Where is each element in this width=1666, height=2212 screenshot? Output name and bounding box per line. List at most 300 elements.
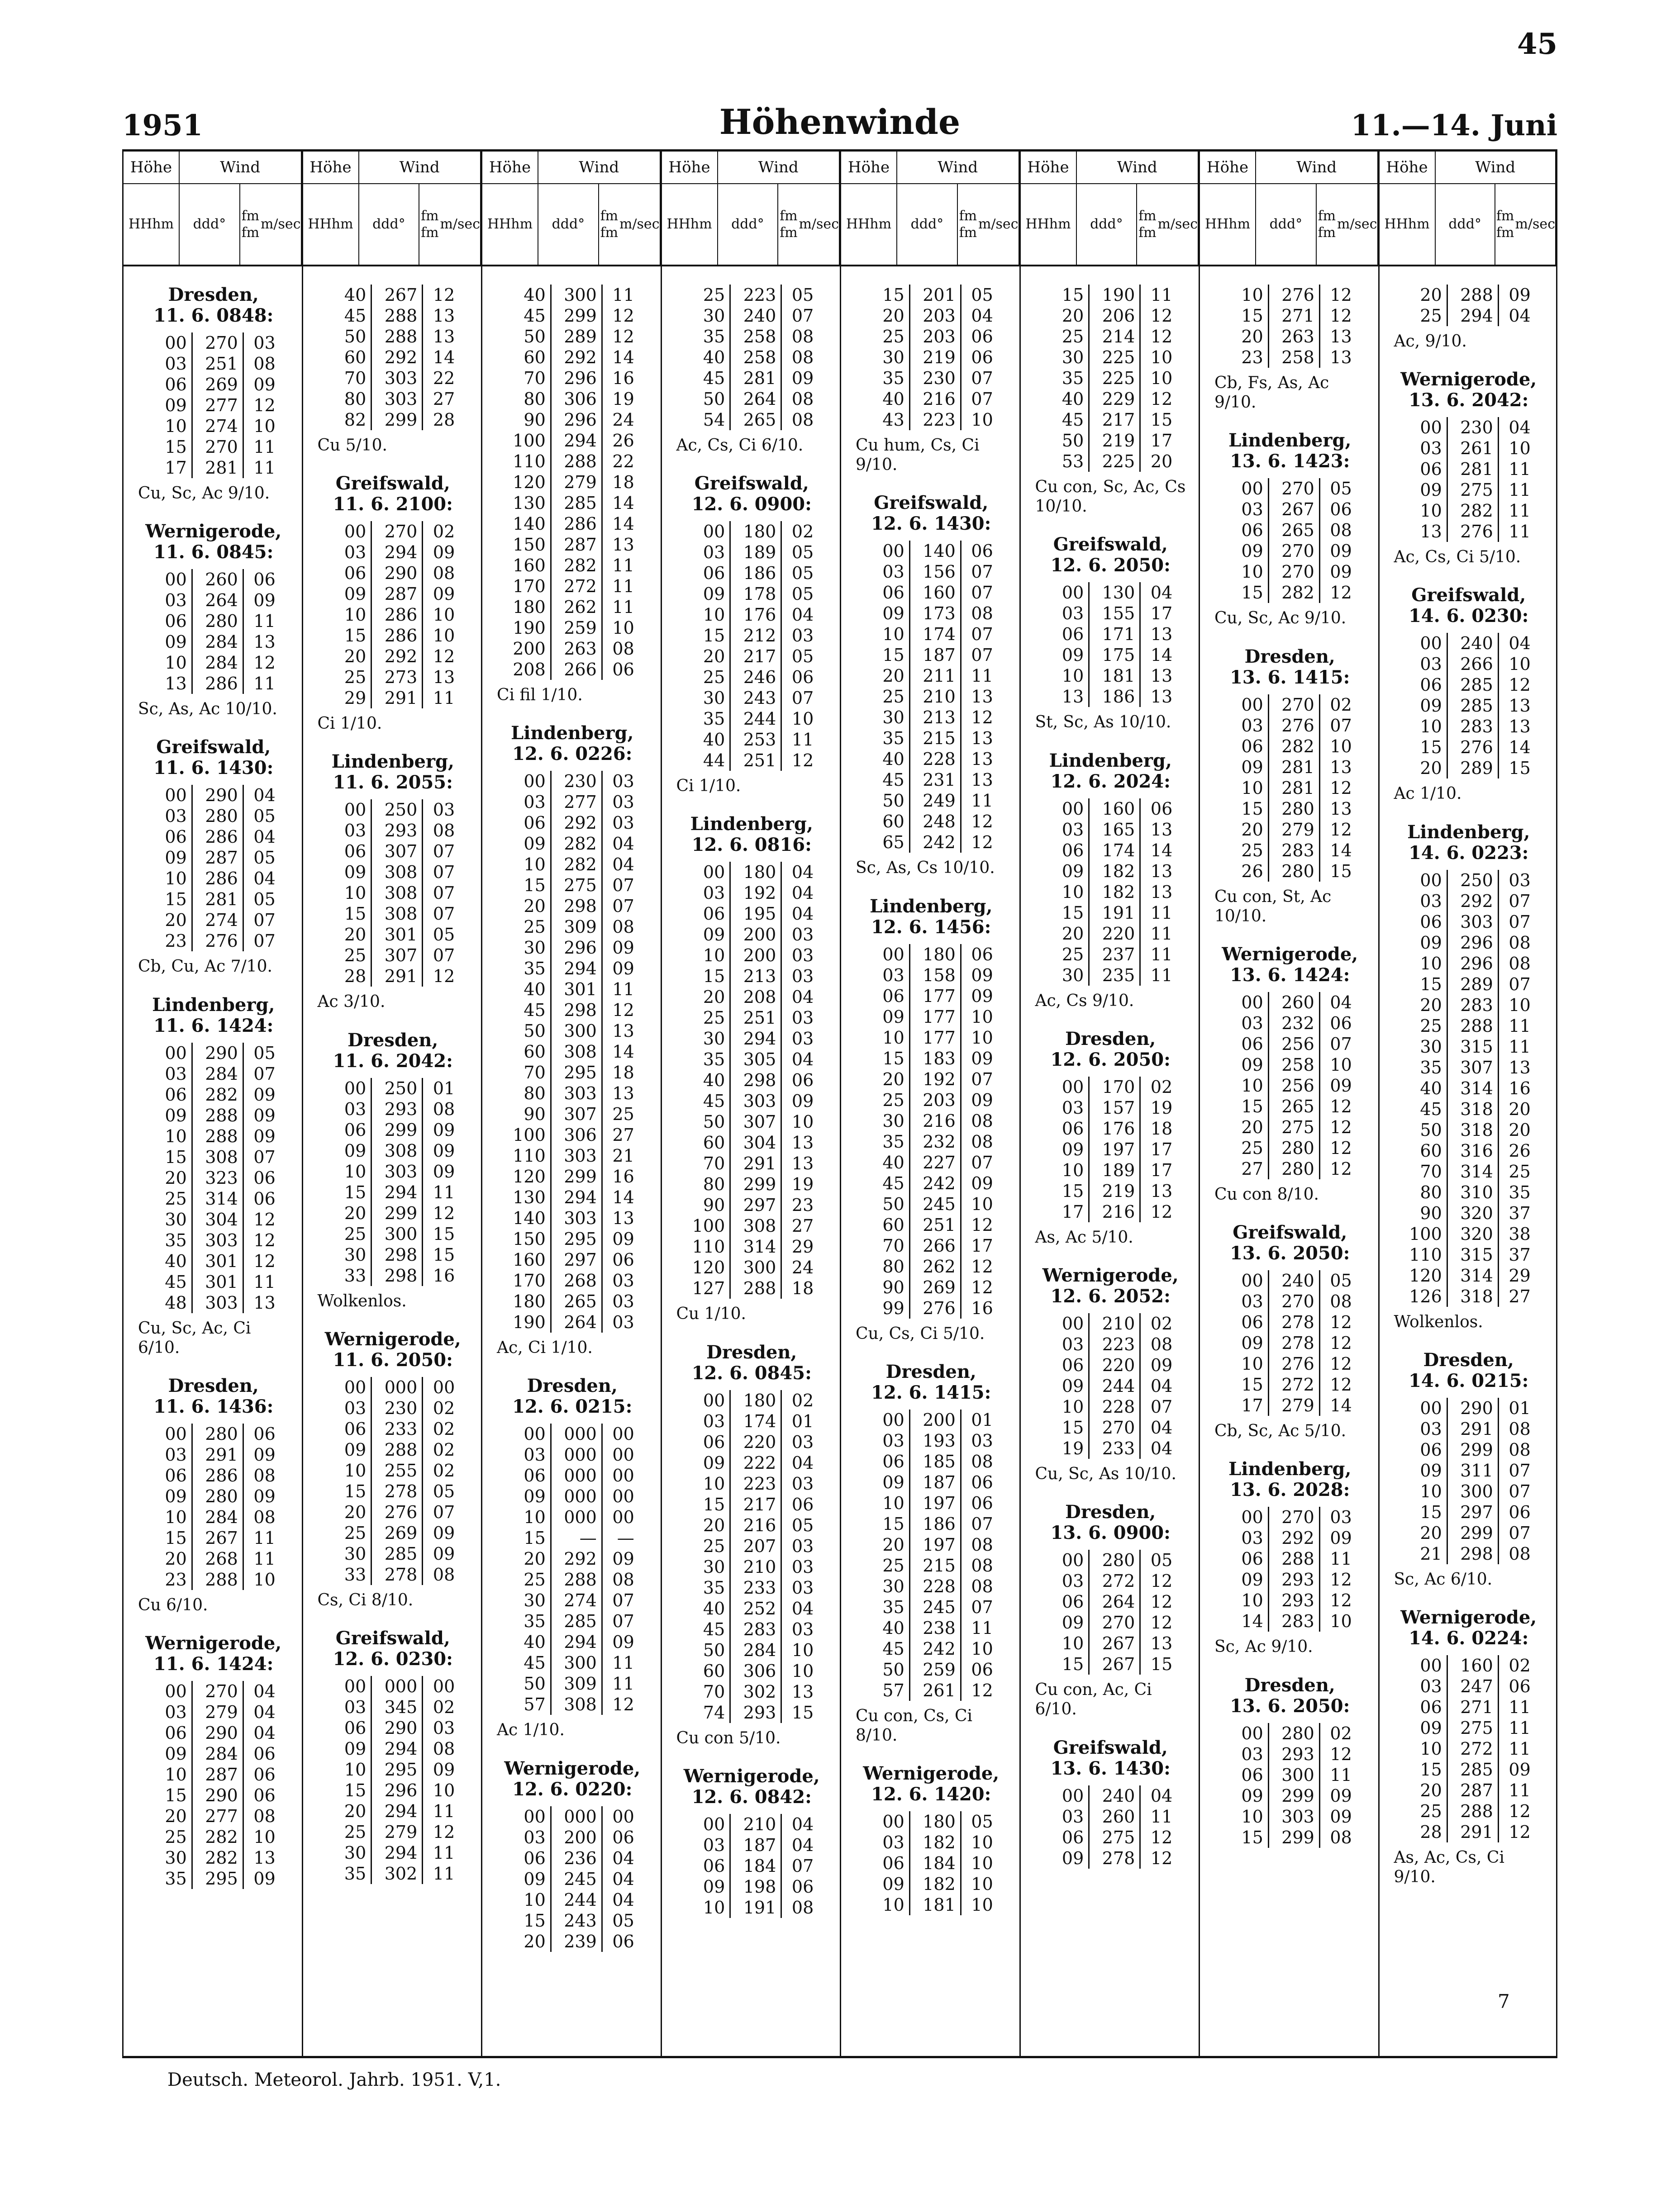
speed-cell: 13 xyxy=(791,1153,814,1174)
speed-cell: 13 xyxy=(253,1292,276,1313)
direction-cell: 256 xyxy=(1268,1034,1319,1054)
direction-cell: 277 xyxy=(551,792,602,812)
station-date: 11. 6. 2055: xyxy=(333,772,453,793)
table-row xyxy=(506,958,639,979)
header-hoehe: Höhe xyxy=(124,152,179,184)
speed-cell: 09 xyxy=(253,1105,276,1125)
speed-cell: 09 xyxy=(1330,1075,1352,1096)
height-cell: 19 xyxy=(1044,1438,1089,1459)
cloud-note: Cu, Sc, Ac 9/10. xyxy=(1214,609,1347,628)
height-cell: 03 xyxy=(1223,1744,1269,1765)
speed-cell: 09 xyxy=(433,1161,455,1182)
observation-table xyxy=(506,1806,639,1952)
direction-cell: 260 xyxy=(192,569,243,590)
direction-cell: 290 xyxy=(192,1785,243,1806)
direction-cell: 275 xyxy=(1447,1718,1498,1738)
table-row xyxy=(1402,633,1535,654)
height-cell: 82 xyxy=(326,409,371,430)
table-row xyxy=(1044,665,1177,686)
height-cell: 06 xyxy=(1223,1034,1269,1054)
speed-cell: 04 xyxy=(1150,1417,1173,1438)
header-ddd: ddd ° xyxy=(1436,184,1495,265)
station-block xyxy=(135,521,292,719)
speed-cell: 12 xyxy=(1509,1822,1531,1842)
direction-cell: 293 xyxy=(371,820,423,841)
height-cell: 20 xyxy=(1223,326,1269,347)
height-cell: 03 xyxy=(147,1063,192,1084)
height-cell: 03 xyxy=(1223,1013,1269,1034)
table-row xyxy=(1402,1780,1535,1801)
height-cell: 15 xyxy=(1402,1759,1447,1780)
direction-cell: 192 xyxy=(730,883,781,903)
direction-cell: 290 xyxy=(371,563,423,584)
direction-cell: 000 xyxy=(551,1465,602,1486)
height-cell: 00 xyxy=(1223,992,1269,1013)
table-row xyxy=(147,910,280,930)
height-cell: 00 xyxy=(326,799,371,820)
table-row xyxy=(147,1486,280,1507)
table-row xyxy=(1402,1759,1535,1780)
height-cell: 09 xyxy=(865,603,910,624)
speed-cell: 06 xyxy=(612,1931,634,1951)
direction-cell: 000 xyxy=(371,1676,423,1697)
station-date: 13. 6. 2050: xyxy=(1230,1695,1350,1717)
table-row xyxy=(1402,459,1535,479)
height-cell: 50 xyxy=(685,389,730,409)
speed-cell: 12 xyxy=(433,1203,455,1223)
speed-cell: 12 xyxy=(1150,1827,1173,1847)
speed-cell: 04 xyxy=(1330,992,1352,1012)
station-block xyxy=(853,285,1009,475)
table-row xyxy=(326,584,459,604)
header-hh: HH hm xyxy=(128,216,174,233)
direction-cell: 279 xyxy=(1268,1395,1319,1416)
direction-cell: 195 xyxy=(730,903,781,924)
speed-cell: 10 xyxy=(791,1640,814,1660)
height-cell: 48 xyxy=(147,1292,192,1313)
direction-cell: 213 xyxy=(909,707,961,728)
direction-cell: 270 xyxy=(371,521,423,542)
height-cell: 30 xyxy=(865,347,910,368)
direction-cell: 262 xyxy=(909,1256,961,1277)
station-date: 11. 6. 1436: xyxy=(153,1396,274,1417)
direction-cell: 303 xyxy=(1447,911,1498,932)
table-row xyxy=(147,1147,280,1168)
column-header xyxy=(1021,152,1199,266)
direction-cell: 214 xyxy=(1089,326,1140,347)
height-cell: 03 xyxy=(326,542,371,563)
direction-cell: 318 xyxy=(1447,1286,1498,1307)
table-row xyxy=(1402,911,1535,932)
table-row xyxy=(326,1822,459,1842)
direction-cell: 203 xyxy=(909,326,961,347)
height-cell: 03 xyxy=(1223,499,1269,520)
direction-cell: 301 xyxy=(192,1272,243,1292)
direction-cell: 293 xyxy=(1268,1744,1319,1765)
station-date: 13. 6. 1415: xyxy=(1230,666,1350,688)
speed-cell: 09 xyxy=(253,1869,276,1889)
station-block xyxy=(674,1342,830,1748)
direction-cell: 177 xyxy=(909,1027,961,1048)
station-name: Lindenberg, xyxy=(870,895,993,917)
height-cell: 10 xyxy=(326,604,371,625)
observation-table xyxy=(506,285,639,680)
direction-cell: 270 xyxy=(192,332,243,353)
direction-cell: 228 xyxy=(909,1576,961,1597)
direction-cell: 264 xyxy=(192,590,243,611)
direction-cell: 270 xyxy=(1268,1291,1319,1312)
direction-cell: 291 xyxy=(1447,1822,1498,1842)
height-cell: 70 xyxy=(326,368,371,389)
direction-cell: 296 xyxy=(551,937,602,958)
header-ddd: ddd ° xyxy=(538,184,599,265)
speed-cell: 07 xyxy=(253,931,276,951)
station-date: 12. 6. 0220: xyxy=(512,1778,633,1800)
table-row xyxy=(506,1673,639,1694)
table-row xyxy=(147,847,280,868)
station-name: Dresden, xyxy=(1423,1349,1514,1371)
speed-cell: 07 xyxy=(971,624,993,645)
table-row xyxy=(1223,1395,1357,1416)
observation-table xyxy=(147,1043,280,1313)
speed-cell: 04 xyxy=(791,904,814,924)
height-cell: 15 xyxy=(326,1780,371,1801)
observation-table xyxy=(1402,870,1535,1307)
direction-cell: 281 xyxy=(192,457,243,478)
height-cell: 10 xyxy=(147,1126,192,1147)
height-cell: 28 xyxy=(326,966,371,987)
height-cell: 15 xyxy=(147,1147,192,1168)
station-block xyxy=(315,751,471,1011)
direction-cell: 237 xyxy=(1089,944,1140,965)
direction-cell: 276 xyxy=(192,930,243,951)
direction-cell: 217 xyxy=(1089,409,1140,430)
direction-cell: 216 xyxy=(909,1111,961,1131)
direction-cell: 291 xyxy=(192,1444,243,1465)
table-row xyxy=(326,1502,459,1523)
table-row xyxy=(326,542,459,563)
speed-cell: 03 xyxy=(253,333,276,353)
direction-cell: 174 xyxy=(730,1411,781,1432)
direction-cell: 223 xyxy=(730,285,781,305)
station-name: Wernigerode, xyxy=(863,1763,1000,1785)
height-cell: 06 xyxy=(1223,520,1269,541)
station-name: Dresden, xyxy=(347,1029,438,1051)
speed-cell: 02 xyxy=(1330,694,1352,715)
direction-cell: 270 xyxy=(1268,694,1319,715)
direction-cell: 280 xyxy=(192,1424,243,1444)
station-date: 12. 6. 0842: xyxy=(691,1786,812,1808)
observation-table xyxy=(326,1078,459,1286)
table-row xyxy=(326,1203,459,1224)
station-block xyxy=(135,1633,292,1889)
speed-cell: 05 xyxy=(1150,1550,1173,1571)
speed-cell: 07 xyxy=(612,896,634,916)
cloud-note: Cu con, Sc, Ac, Cs 10/10. xyxy=(1035,478,1186,516)
height-cell: 10 xyxy=(1223,285,1269,305)
station-block xyxy=(135,1376,292,1615)
table-row xyxy=(1223,736,1357,757)
height-cell: 10 xyxy=(147,868,192,889)
speed-cell: 09 xyxy=(1509,285,1531,305)
speed-cell: 35 xyxy=(1509,1182,1531,1202)
height-cell: 180 xyxy=(506,597,551,617)
table-row xyxy=(865,1451,998,1472)
observation-table xyxy=(1223,694,1357,882)
speed-cell: 25 xyxy=(612,1104,634,1125)
direction-cell: 290 xyxy=(192,1723,243,1743)
speed-cell: 12 xyxy=(791,750,814,771)
station-block xyxy=(315,1030,471,1311)
speed-cell: 12 xyxy=(971,1680,993,1700)
height-cell: 03 xyxy=(1402,1419,1447,1439)
height-cell: 15 xyxy=(865,645,910,665)
table-row xyxy=(1223,757,1357,778)
table-row xyxy=(326,820,459,841)
height-cell: 09 xyxy=(1044,1848,1089,1869)
table-row xyxy=(865,790,998,811)
direction-cell: 287 xyxy=(192,1764,243,1785)
table-row xyxy=(1223,1013,1357,1034)
height-cell: 00 xyxy=(1402,1655,1447,1676)
height-cell: 00 xyxy=(1044,582,1089,603)
direction-cell: 298 xyxy=(371,1265,423,1286)
speed-cell: 09 xyxy=(612,1632,634,1652)
direction-cell: 299 xyxy=(1447,1439,1498,1460)
table-row xyxy=(147,1105,280,1126)
table-row xyxy=(865,1680,998,1701)
table-row xyxy=(506,1869,639,1889)
height-cell: 00 xyxy=(1223,1270,1269,1291)
cloud-note: Ac, Cs, Ci 6/10. xyxy=(676,436,804,455)
height-cell: 03 xyxy=(326,1099,371,1120)
direction-cell: 288 xyxy=(192,1126,243,1147)
direction-cell: 300 xyxy=(730,1257,781,1278)
direction-cell: 180 xyxy=(730,862,781,883)
height-cell: 09 xyxy=(1044,1612,1089,1633)
speed-cell: 09 xyxy=(1330,1806,1352,1827)
table-row xyxy=(1044,1827,1177,1848)
table-column xyxy=(1199,152,1378,2056)
height-cell: 25 xyxy=(685,1536,730,1557)
height-cell: 35 xyxy=(326,1863,371,1884)
height-cell: 09 xyxy=(147,847,192,868)
direction-cell: 294 xyxy=(551,430,602,451)
table-row xyxy=(1044,1550,1177,1571)
speed-cell: 11 xyxy=(791,730,814,750)
speed-cell: 15 xyxy=(433,1244,455,1265)
direction-cell: 278 xyxy=(1268,1333,1319,1353)
table-row xyxy=(1044,1313,1177,1334)
speed-cell: 07 xyxy=(1330,715,1352,736)
direction-cell: 315 xyxy=(1447,1244,1498,1265)
direction-cell: 299 xyxy=(371,409,423,430)
height-cell: 03 xyxy=(147,353,192,374)
speed-cell: 13 xyxy=(612,1208,634,1229)
table-row xyxy=(865,645,998,665)
table-row xyxy=(506,638,639,659)
direction-cell: 291 xyxy=(1447,1419,1498,1439)
speed-cell: 12 xyxy=(1150,327,1173,347)
table-row xyxy=(1223,1611,1357,1632)
height-cell: 20 xyxy=(1402,1780,1447,1801)
direction-cell: 306 xyxy=(551,389,602,409)
speed-cell: 09 xyxy=(1509,1759,1531,1780)
height-cell: 10 xyxy=(1402,953,1447,974)
speed-cell: 08 xyxy=(433,821,455,841)
direction-cell: 299 xyxy=(551,305,602,326)
height-cell: 09 xyxy=(1044,1139,1089,1160)
speed-cell: 04 xyxy=(612,854,634,875)
height-cell: 09 xyxy=(1223,1785,1269,1806)
station-block xyxy=(135,737,292,976)
cloud-note: Cu con, St, Ac 10/10. xyxy=(1214,887,1332,926)
speed-cell: 08 xyxy=(1330,520,1352,541)
speed-cell: 18 xyxy=(1150,1118,1173,1139)
direction-cell: 270 xyxy=(1268,541,1319,561)
table-row xyxy=(1402,870,1535,891)
height-cell: 50 xyxy=(506,1021,551,1041)
height-cell: 15 xyxy=(1402,737,1447,758)
height-cell: 25 xyxy=(865,1555,910,1576)
table-row xyxy=(1402,674,1535,695)
table-row xyxy=(1223,1096,1357,1117)
speed-cell: 12 xyxy=(433,646,455,667)
height-cell: 45 xyxy=(685,368,730,389)
table-row xyxy=(685,708,818,729)
table-row xyxy=(1402,891,1535,911)
table-row xyxy=(685,1814,818,1835)
table-row xyxy=(147,611,280,631)
speed-cell: 18 xyxy=(791,1278,814,1299)
height-cell: 25 xyxy=(1044,944,1089,965)
speed-cell: 09 xyxy=(433,1759,455,1780)
height-cell: 10 xyxy=(1044,882,1089,902)
height-cell: 10 xyxy=(1223,561,1269,582)
direction-cell: 191 xyxy=(1089,902,1140,923)
table-row xyxy=(326,1419,459,1439)
station-name: Greifswald, xyxy=(694,473,809,494)
height-cell: 10 xyxy=(685,1897,730,1918)
direction-cell: 297 xyxy=(730,1195,781,1215)
speed-cell: 05 xyxy=(791,1515,814,1535)
table-row xyxy=(506,1083,639,1104)
speed-cell: 03 xyxy=(1330,1507,1352,1528)
height-cell: 09 xyxy=(865,1874,910,1894)
speed-cell: 03 xyxy=(791,945,814,966)
direction-cell: 130 xyxy=(1089,582,1140,603)
table-row xyxy=(865,1131,998,1152)
speed-cell: 05 xyxy=(253,1043,276,1063)
height-cell: 20 xyxy=(1223,819,1269,840)
station-date: 12. 6. 1430: xyxy=(871,513,991,535)
table-row xyxy=(506,1590,639,1611)
height-cell: 15 xyxy=(1044,1417,1089,1438)
speed-cell: 09 xyxy=(971,1173,993,1193)
table-row xyxy=(326,1099,459,1120)
station-name: Greifswald, xyxy=(874,492,989,514)
direction-cell: 186 xyxy=(730,563,781,584)
station-block xyxy=(1212,646,1368,926)
table-row xyxy=(506,326,639,347)
speed-cell: 17 xyxy=(1150,431,1173,451)
height-cell: 03 xyxy=(1223,1291,1269,1312)
direction-cell: 300 xyxy=(371,1224,423,1244)
height-cell: 00 xyxy=(147,1681,192,1702)
speed-cell: 07 xyxy=(791,688,814,708)
direction-cell: 286 xyxy=(551,513,602,534)
table-row xyxy=(865,1048,998,1069)
direction-cell: 225 xyxy=(1089,451,1140,472)
height-cell: 110 xyxy=(506,451,551,472)
direction-cell: 263 xyxy=(551,638,602,659)
speed-cell: 09 xyxy=(433,584,455,604)
direction-cell: 171 xyxy=(1089,624,1140,645)
speed-cell: 10 xyxy=(971,1874,993,1894)
speed-cell: 10 xyxy=(1330,1611,1352,1632)
table-row xyxy=(1402,1036,1535,1057)
height-cell: 10 xyxy=(865,1493,910,1514)
table-row xyxy=(1044,1633,1177,1654)
header-wind: Wind xyxy=(359,152,481,184)
table-row xyxy=(1223,715,1357,736)
table-row xyxy=(865,1534,998,1555)
speed-cell: 13 xyxy=(1150,882,1173,902)
table-row xyxy=(326,799,459,820)
speed-cell: 27 xyxy=(791,1216,814,1236)
speed-cell: 12 xyxy=(612,1000,634,1021)
observation-table xyxy=(865,1410,998,1701)
direction-cell: 294 xyxy=(551,958,602,979)
direction-cell: 298 xyxy=(371,1244,423,1265)
direction-cell: 223 xyxy=(730,1473,781,1494)
direction-cell: 220 xyxy=(1089,923,1140,944)
direction-cell: 244 xyxy=(551,1889,602,1910)
table-row xyxy=(1044,1334,1177,1355)
direction-cell: 307 xyxy=(371,841,423,862)
table-row xyxy=(147,1847,280,1868)
speed-cell: 12 xyxy=(1150,1201,1173,1222)
table-row xyxy=(506,1889,639,1910)
table-row xyxy=(685,1557,818,1577)
station-block xyxy=(1033,1737,1189,1869)
speed-cell: 07 xyxy=(791,306,814,326)
table-row xyxy=(1044,1571,1177,1591)
speed-cell: 04 xyxy=(971,306,993,326)
direction-cell: 176 xyxy=(730,604,781,625)
direction-cell: 280 xyxy=(1268,1723,1319,1744)
direction-cell: 307 xyxy=(371,945,423,966)
station-date: 11. 6. 1424: xyxy=(153,1015,274,1036)
cloud-note: Ac, Cs, Ci 5/10. xyxy=(1394,548,1521,567)
station-name: Wernigerode, xyxy=(1400,369,1537,390)
height-cell: 15 xyxy=(1223,1096,1269,1117)
height-cell: 45 xyxy=(685,1619,730,1640)
direction-cell: 288 xyxy=(1447,1801,1498,1822)
direction-cell: 180 xyxy=(730,1390,781,1411)
speed-cell: 06 xyxy=(791,1494,814,1514)
direction-cell: 260 xyxy=(1089,1806,1140,1827)
height-cell: 20 xyxy=(326,1203,371,1224)
table-row xyxy=(865,1576,998,1597)
height-cell: 09 xyxy=(506,1486,551,1507)
table-row xyxy=(685,604,818,625)
observation-table xyxy=(865,285,998,430)
speed-cell: 07 xyxy=(971,645,993,665)
height-cell: 06 xyxy=(506,812,551,833)
direction-cell: 174 xyxy=(909,624,961,645)
height-cell: 20 xyxy=(1402,995,1447,1016)
